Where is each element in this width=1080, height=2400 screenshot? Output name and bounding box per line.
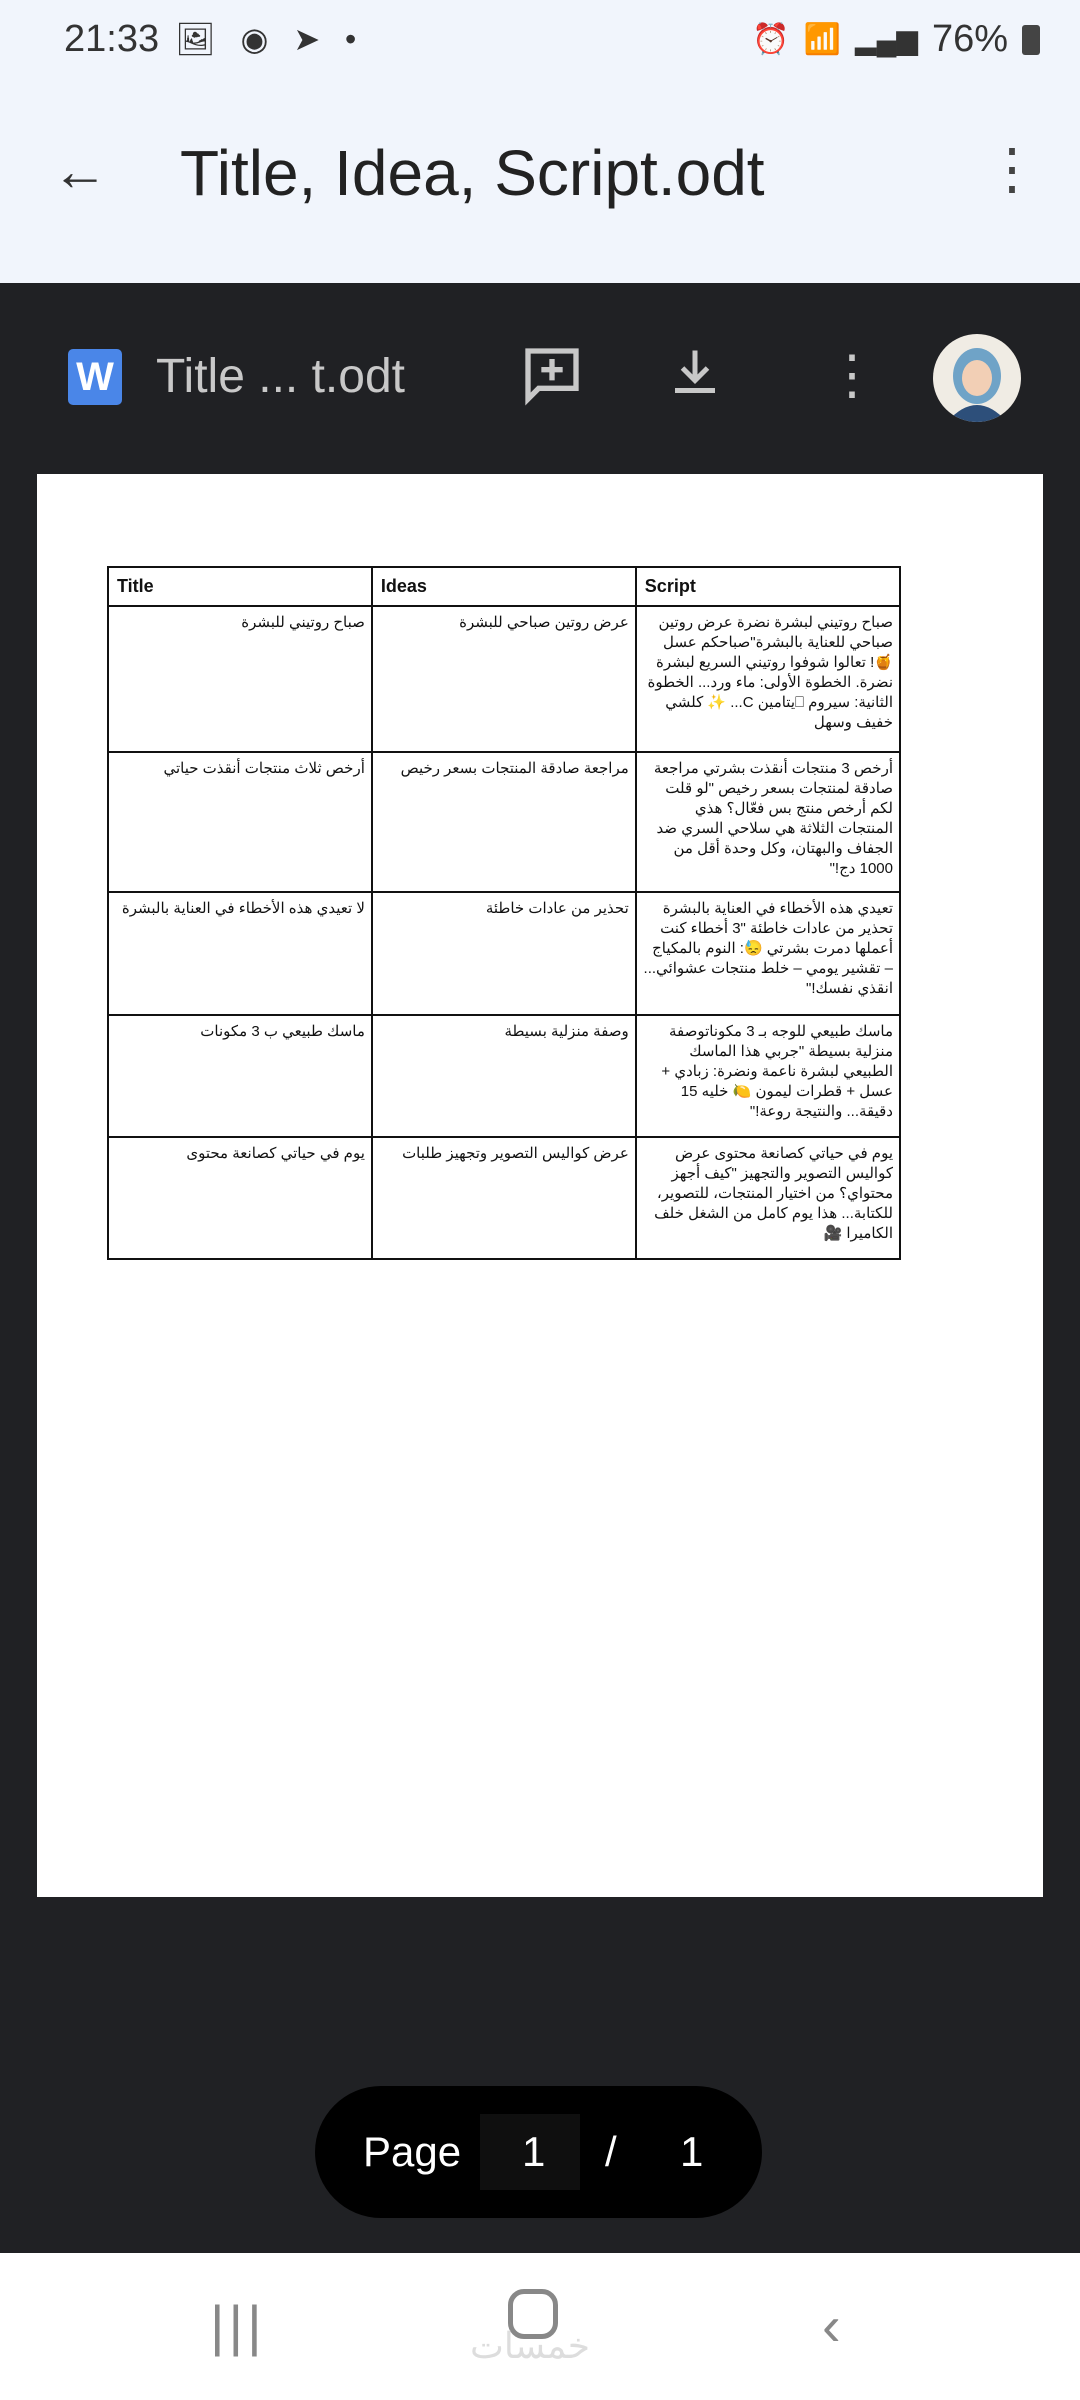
cell-title: صباح روتيني للبشرة (108, 606, 372, 752)
download-icon[interactable] (665, 343, 725, 416)
cell-title: أرخص ثلاث منتجات أنقذت حياتي (108, 752, 372, 892)
watermark: خمسات (470, 2325, 591, 2366)
total-pages: 1 (680, 2128, 704, 2175)
status-bar (0, 0, 1080, 80)
cell-title: لا تعيدي هذه الأخطاء في العناية بالبشرة (108, 892, 372, 1015)
alarm-icon: ⏰ (752, 23, 790, 56)
cell-script: صباح روتيني لبشرة نضرة عرض روتين صباحي للعناية بالبشرة"صباحكم عسل 🍯! تعالوا شوفوا روتيني السريع لبشرة نضرة. الخطوة الأولى: ماء ورد... الخطوة الثانية: سيروم ⎕يتامين C... ✨ كلشي خفيف وسهل (636, 606, 900, 752)
table-header-row (108, 567, 900, 606)
page-separator: / (605, 2128, 617, 2175)
content-table (107, 566, 901, 1260)
current-page[interactable]: 1 (522, 2128, 546, 2175)
cell-script: يوم في حياتي كصانعة محتوى عرض كواليس التصوير والتجهيز "كيف أجهز محتواي؟ من اختيار المنتجات، للتصوير، للكتابة... هذا يوم كامل من الشغل خلف الكاميرا 🎥 (636, 1137, 900, 1259)
cell-idea: تحذير من عادات خاطئة (372, 892, 636, 1015)
recent-apps-icon[interactable]: ||| (210, 2294, 266, 2357)
wifi-icon: 📶 (803, 23, 842, 56)
app-bar (0, 80, 1080, 283)
table-row (108, 606, 900, 752)
more-options-icon[interactable]: ⋮ (825, 345, 879, 405)
page-indicator (315, 2086, 762, 2218)
cell-title: يوم في حياتي كصانعة محتوى (108, 1137, 372, 1259)
status-right (752, 18, 1040, 61)
table-row (108, 892, 900, 1015)
status-time: 21:33 (64, 18, 160, 60)
page-label: Page (363, 2128, 462, 2175)
battery-text: 76% (931, 18, 1008, 60)
document-title[interactable]: Title ... t.odt (156, 350, 405, 403)
navigation-bar (0, 2253, 1080, 2400)
table-row (108, 752, 900, 892)
document-page (37, 474, 1043, 1897)
header-script: Script (636, 567, 900, 606)
back-arrow-icon[interactable]: ← (52, 139, 108, 202)
table-row (108, 1015, 900, 1137)
word-logo-icon: W (68, 349, 122, 405)
battery-icon (1022, 25, 1040, 55)
more-options-icon[interactable]: ⋮ (984, 137, 1040, 200)
signal-icon: ▂▄▆ (855, 24, 918, 55)
back-nav-icon[interactable]: ‹ (822, 2294, 841, 2357)
viewer-toolbar (0, 283, 1080, 473)
cell-idea: وصفة منزلية بسيطة (372, 1015, 636, 1137)
avatar[interactable] (933, 334, 1021, 422)
page-title: Title, Idea, Script.odt (180, 137, 765, 209)
cell-script: ماسك طبيعي للوجه بـ 3 مكوناتوصفة منزلية بسيطة "جربي هذا الماسك الطبيعي لبشرة ناعمة ونضرة: زبادي + عسل + قطرات ليمون 🍋 خليه 15 دقيقة... والنتيجة روعة!" (636, 1015, 900, 1137)
cell-script: تعيدي هذه الأخطاء في العناية بالبشرة تحذير من عادات خاطئة "3 أخطاء كنت أعملها دمرت بشرتي 😓: النوم بالمكياج – تقشير يومي – خلط منتجات عشوائي... انقذي نفسك!" (636, 892, 900, 1015)
cell-title: ماسك طبيعي ب 3 مكونات (108, 1015, 372, 1137)
cell-idea: عرض روتين صباحي للبشرة (372, 606, 636, 752)
notification-icons: 🖼 ◉ ➤ • (175, 21, 365, 57)
table-row (108, 1137, 900, 1259)
cell-idea: عرض كواليس التصوير وتجهيز طلبات (372, 1137, 636, 1259)
header-ideas: Ideas (372, 567, 636, 606)
cell-idea: مراجعة صادقة المنتجات بسعر رخيص (372, 752, 636, 892)
add-comment-icon[interactable] (520, 343, 584, 420)
cell-script: أرخص 3 منتجات أنقذت بشرتي مراجعة صادقة لمنتجات بسعر رخيص "لو قلت لكم أرخص منتج بس فعّال؟ هذي المنتجات الثلاثة هي سلاحي السري ضد الجفاف والبهتان، وكل وحدة أقل من 1000 دج!" (636, 752, 900, 892)
header-title: Title (108, 567, 372, 606)
